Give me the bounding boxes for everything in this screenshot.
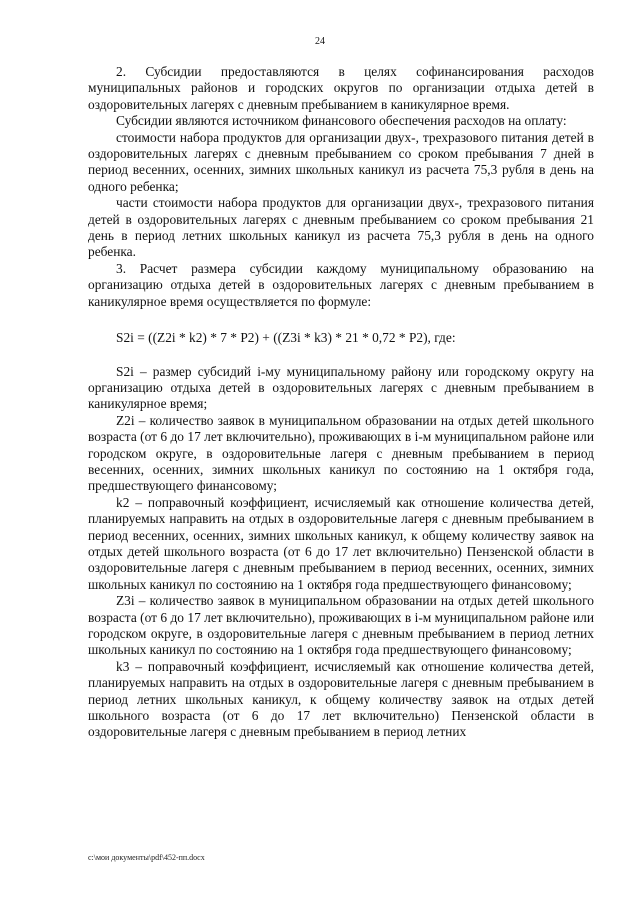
definition-s2i: S2i – размер субсидий i-му муниципальному району или городскому округу на организацию отдыха детей в оздоровительных лагерях с дневным пребыванием в каникулярное время; bbox=[88, 363, 594, 412]
definition-z2i: Z2i – количество заявок в муниципальном образовании на отдых детей школьного возраста (от 6 до 17 лет включительно), проживающих в i-м муниципальном районе или городском округе, в оздоровительные лагеря с дневным пребыванием в период весенних, осенних, зимних школьных каникул по состоянию на 1 октября года, предшествующего финансовому; bbox=[88, 412, 594, 494]
formula: S2i = ((Z2i * k2) * 7 * P2) + ((Z3i * k3) * 21 * 0,72 * P2), где: bbox=[116, 330, 456, 346]
definition-k3: k3 – поправочный коэффициент, исчисляемый как отношение количества детей, планируемых направить на отдых в оздоровительные лагеря с дневным пребыванием в период летних школьных каникул, к общему количеству заявок на отдых детей школьного возраста (от 6 до 17 лет включительно) Пензенской области в оздоровительные лагеря с дневным пребыванием в период летних bbox=[88, 658, 594, 740]
paragraph-subsidy-purpose: 2. Субсидии предоставляются в целях софинансирования расходов муниципальных районов и городских округов по организации отдыха детей в оздоровительных лагерях с дневным пребыванием в каникулярное время. bbox=[88, 64, 594, 112]
definition-k2: k2 – поправочный коэффициент, исчисляемый как отношение количества детей, планируемых направить на отдых в оздоровительные лагеря с дневным пребыванием в период весенних, осенних, зимних школьных каникул, к общему количеству заявок на отдых детей школьного возраста (от 6 до 17 лет включительно) Пензенской области в оздоровительные лагеря с дневным пребыванием в период весенних, осенних, зимних школьных каникул по состоянию на 1 октября года предшествующего финансовому; bbox=[88, 494, 594, 592]
paragraph-food-cost-21-days: части стоимости набора продуктов для организации двух-, трехразового питания детей в оздоровительных лагерях с дневным пребыванием со сроком пребывания 21 день в период летних школьных каникул из расчета 75,3 рубля в день на одного ребенка. bbox=[88, 195, 594, 260]
paragraph-food-cost-7-days: стоимости набора продуктов для организации двух-, трехразового питания детей в оздоровительных лагерях с дневным пребыванием со сроком пребывания 7 дней в период весенних, осенних, зимних школьных каникул из расчета 75,3 рубля в день на одного ребенка; bbox=[88, 129, 594, 194]
page-number: 24 bbox=[315, 36, 325, 47]
paragraph-calculation-intro: 3. Расчет размера субсидии каждому муниципальному образованию на организацию отдыха детей в оздоровительных лагерях с дневным пребыванием в каникулярное время осуществляется по формуле: bbox=[88, 260, 594, 309]
footer-file-path: c:\мои документы\pdf\452-пп.docx bbox=[88, 853, 205, 862]
definition-z3i: Z3i – количество заявок в муниципальном образовании на отдых детей школьного возраста (от 6 до 17 лет включительно), проживающих в i-м муниципальном районе или городском округе, в оздоровительные лагеря с дневным пребыванием в период летних школьных каникул по состоянию на 1 октября года предшествующего финансовому; bbox=[88, 593, 594, 658]
document-body bbox=[88, 64, 594, 741]
paragraph-subsidy-source: Субсидии являются источником финансового обеспечения расходов на оплату: bbox=[116, 113, 567, 129]
